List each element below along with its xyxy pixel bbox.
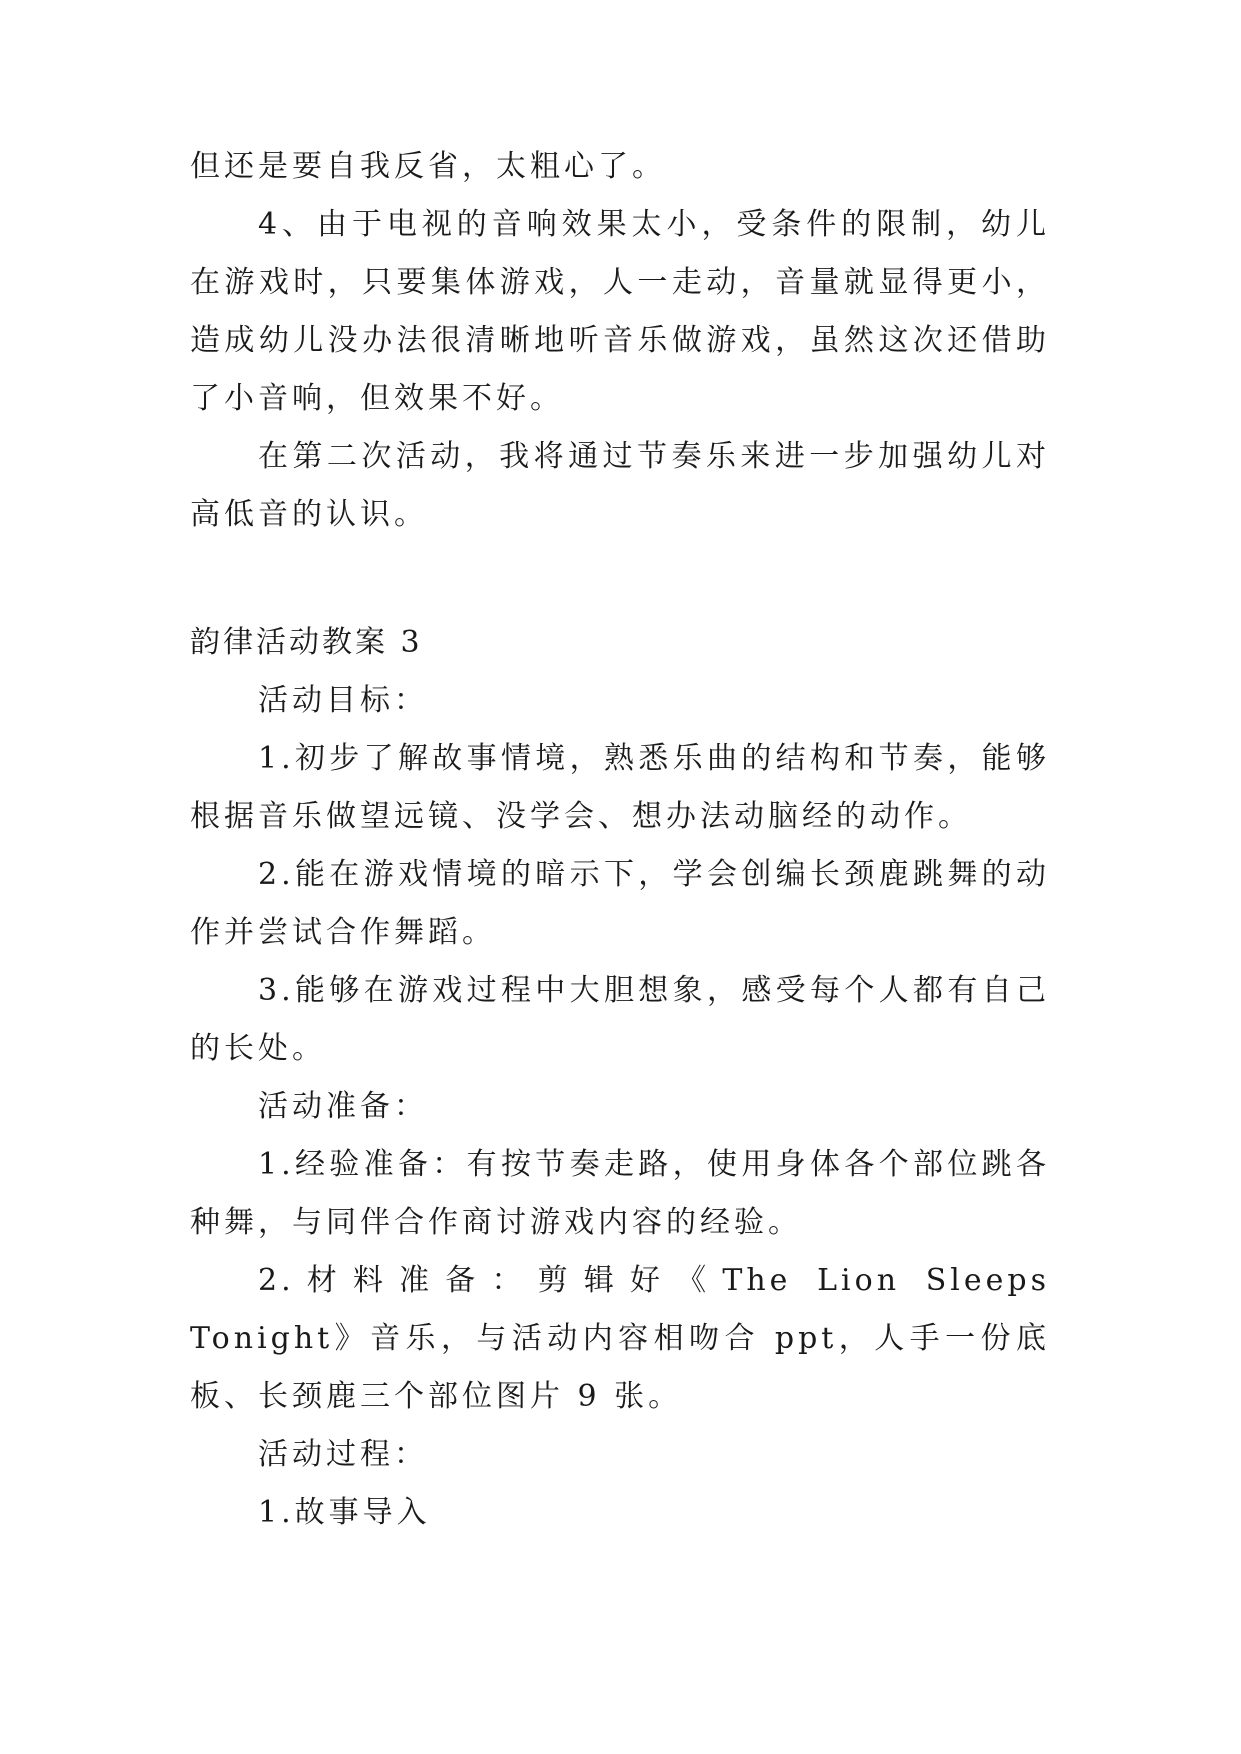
process-item-1: 1.故事导入 (258, 1495, 431, 1530)
preparation-item-2: 2.材料准备：剪辑好《The Lion Sleeps Tonight》音乐，与活动内容相吻合 ppt，人手一份底板、长颈鹿三个部位图片 9 张。 (190, 1263, 1050, 1414)
goal-item-3: 3.能够在游戏过程中大胆想象，感受每个人都有自己的长处。 (190, 973, 1050, 1066)
process-heading: 活动过程： (258, 1437, 428, 1472)
goals-heading: 活动目标： (258, 683, 428, 718)
section-title: 韵律活动教案 3 (190, 625, 423, 660)
preparation-heading: 活动准备： (258, 1089, 428, 1124)
section-1-body (190, 138, 1050, 544)
paragraph-point-4: 4、由于电视的音响效果太小，受条件的限制，幼儿在游戏时，只要集体游戏，人一走动，音量就显得更小，造成幼儿没办法很清晰地听音乐做游戏，虽然这次还借助了小音响，但效果不好。 (190, 207, 1050, 416)
section-2-body (190, 672, 1050, 1542)
goal-item-1: 1.初步了解故事情境，熟悉乐曲的结构和节奏，能够根据音乐做望远镜、没学会、想办法动脑经的动作。 (190, 741, 1050, 834)
paragraph-continuation: 但还是要自我反省，太粗心了。 (190, 149, 666, 184)
paragraph-next-activity: 在第二次活动，我将通过节奏乐来进一步加强幼儿对高低音的认识。 (190, 439, 1050, 532)
goal-item-2: 2.能在游戏情境的暗示下，学会创编长颈鹿跳舞的动作并尝试合作舞蹈。 (190, 857, 1050, 950)
preparation-item-1: 1.经验准备：有按节奏走路，使用身体各个部位跳各种舞，与同伴合作商讨游戏内容的经验。 (190, 1147, 1050, 1240)
